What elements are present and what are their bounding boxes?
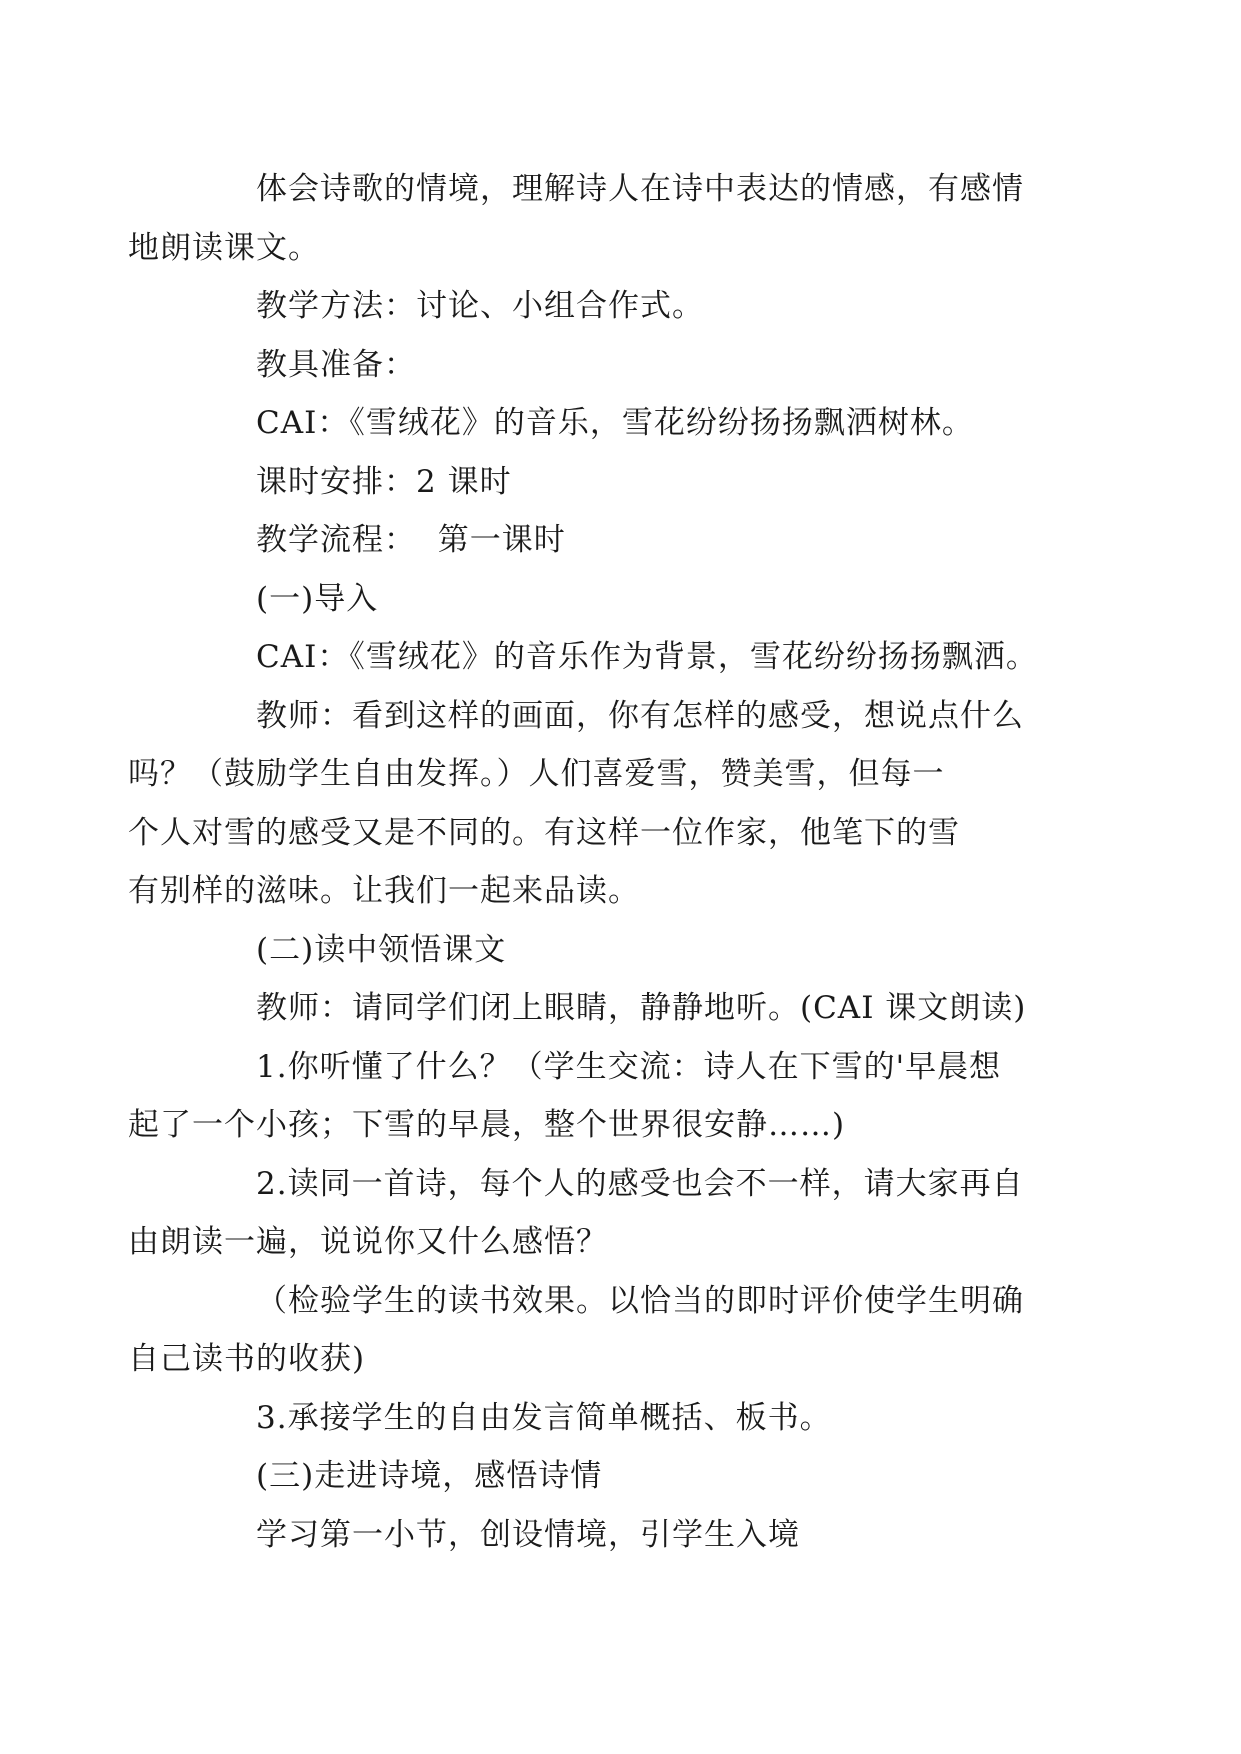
paragraph bbox=[192, 979, 1052, 1038]
section-heading bbox=[192, 570, 1052, 629]
paragraph bbox=[128, 687, 1052, 921]
text-line: 教学方法：讨论、小组合作式。 bbox=[256, 288, 704, 324]
text-line: 教师：看到这样的画面，你有怎样的感受，想说点什么 bbox=[256, 697, 1024, 734]
document-body bbox=[128, 160, 1052, 1564]
text-line: 学习第一小节，创设情境，引学生入境 bbox=[256, 1516, 800, 1553]
text-line: CAI：《雪绒花》的音乐作为背景，雪花纷纷扬扬飘洒。 bbox=[256, 639, 1038, 675]
text-line: 教学流程： 第一课时 bbox=[256, 522, 566, 558]
text-line: 自己读书的收获) bbox=[128, 1341, 366, 1377]
text-line: 3.承接学生的自由发言简单概括、板书。 bbox=[256, 1399, 832, 1436]
section-heading bbox=[192, 1447, 1052, 1506]
text-line: (一)导入 bbox=[256, 580, 379, 617]
paragraph bbox=[192, 1506, 1052, 1565]
paragraph bbox=[128, 1038, 1052, 1155]
paragraph bbox=[192, 511, 1052, 570]
paragraph bbox=[128, 1155, 1052, 1272]
text-line: 由朗读一遍，说说你又什么感悟？ bbox=[128, 1224, 608, 1260]
section-heading bbox=[192, 921, 1052, 980]
text-line: 地朗读课文。 bbox=[128, 229, 320, 266]
text-line: 教师：请同学们闭上眼睛，静静地听。(CAI 课文朗读) bbox=[256, 990, 1027, 1026]
text-line: 个人对雪的感受又是不同的。有这样一位作家，他笔下的雪 bbox=[128, 814, 960, 851]
text-line: (三)走进诗境，感悟诗情 bbox=[256, 1458, 603, 1494]
text-line: 起了一个小孩；下雪的早晨，整个世界很安静……) bbox=[128, 1107, 846, 1143]
paragraph bbox=[128, 160, 1052, 277]
text-line: 体会诗歌的情境，理解诗人在诗中表达的情感，有感情 bbox=[256, 171, 1024, 207]
paragraph bbox=[192, 453, 1052, 512]
text-line: 课时安排：2 课时 bbox=[256, 463, 512, 500]
paragraph bbox=[192, 628, 1052, 687]
text-line: 吗？（鼓励学生自由发挥。）人们喜爱雪，赞美雪，但每一 bbox=[128, 756, 945, 792]
text-line: (二)读中领悟课文 bbox=[256, 931, 507, 968]
paragraph bbox=[192, 336, 1052, 395]
text-line: 有别样的滋味。让我们一起来品读。 bbox=[128, 873, 640, 909]
text-line: 1.你听懂了什么？（学生交流：诗人在下雪的'早晨想 bbox=[256, 1048, 1002, 1085]
text-line: 教具准备： bbox=[256, 346, 416, 383]
text-line: CAI：《雪绒花》的音乐，雪花纷纷扬扬飘洒树林。 bbox=[256, 405, 974, 441]
paragraph bbox=[128, 1272, 1052, 1389]
text-line: 2.读同一首诗，每个人的感受也会不一样，请大家再自 bbox=[256, 1165, 1024, 1202]
paragraph bbox=[192, 277, 1052, 336]
paragraph bbox=[192, 1389, 1052, 1448]
text-line: （检验学生的读书效果。以恰当的即时评价使学生明确 bbox=[256, 1282, 1024, 1319]
paragraph bbox=[192, 394, 1052, 453]
